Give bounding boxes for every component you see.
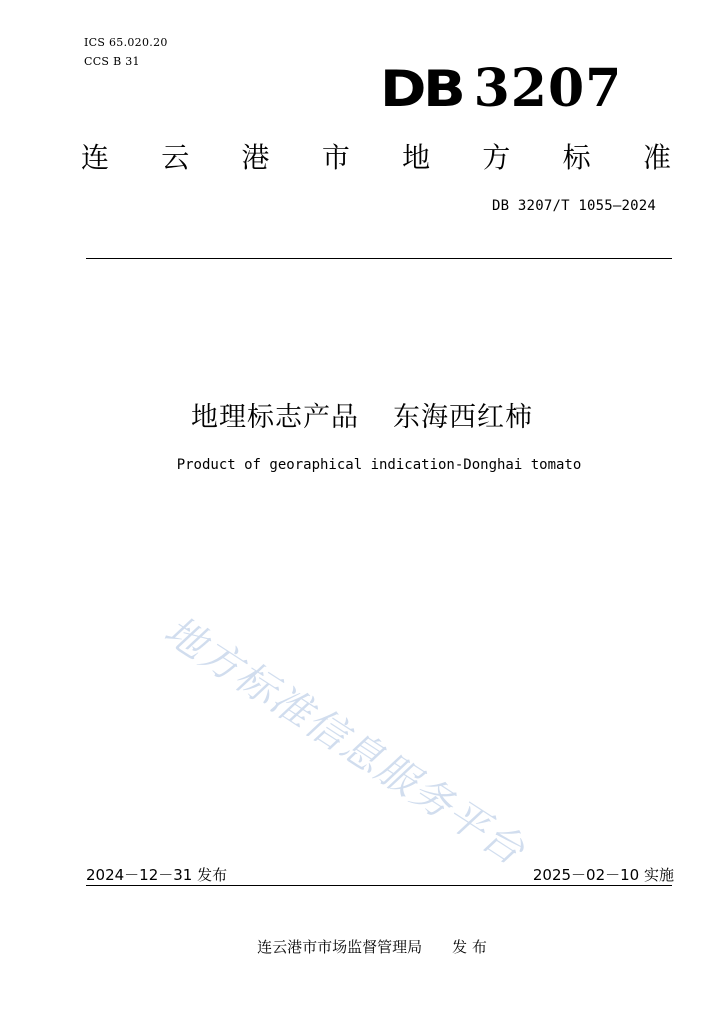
issuer-line xyxy=(0,936,724,957)
english-title: Product of georaphical indication-Donghai tomato xyxy=(176,457,582,473)
chinese-title xyxy=(0,395,724,434)
category-char: 地 xyxy=(402,141,431,174)
category-char: 准 xyxy=(642,141,671,174)
category-char: 云 xyxy=(161,141,190,174)
category-char: 市 xyxy=(321,141,350,174)
top-divider xyxy=(86,258,672,259)
category-char: 标 xyxy=(562,141,591,174)
db-logo xyxy=(380,58,623,119)
watermark: 地方标准信息服务平台 xyxy=(156,607,534,875)
title-part-2: 东海西红柿 xyxy=(393,402,533,433)
category-char: 港 xyxy=(241,141,270,174)
standard-number: DB 3207/T 1055—2024 xyxy=(492,198,656,214)
issuer-action: 发 布 xyxy=(452,938,487,956)
category-char: 连 xyxy=(80,141,109,174)
standard-category xyxy=(78,138,674,178)
implementation-date: 2025－02－10 实施 xyxy=(532,866,674,884)
ics-code: ICS 65.020.20 xyxy=(84,36,168,49)
issuer-name: 连云港市市场监督管理局 xyxy=(257,938,423,956)
ccs-code: CCS B 31 xyxy=(84,55,140,68)
issue-date: 2024－12－31 发布 xyxy=(86,866,228,884)
category-char: 方 xyxy=(482,141,511,174)
title-part-1: 地理标志产品 xyxy=(191,402,359,433)
logo-db-text: DB xyxy=(380,60,463,118)
logo-number: 3207 xyxy=(473,58,623,119)
bottom-divider xyxy=(86,885,672,886)
